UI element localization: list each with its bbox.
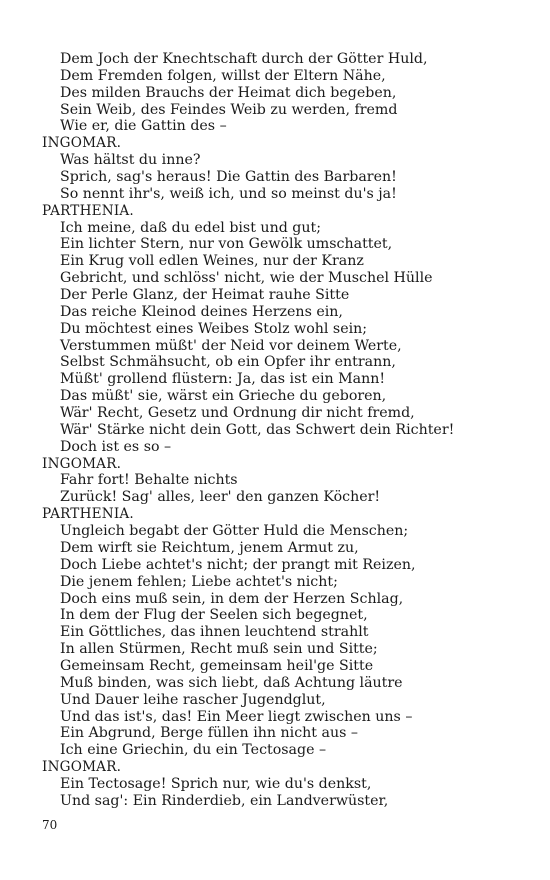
verse-line: Ein Göttliches, das ihnen leuchtend strahlt	[60, 624, 369, 641]
speaker-name: PARTHENIA.	[42, 506, 134, 523]
verse-line: Das müßt' sie, wärst ein Grieche du geboren,	[60, 388, 387, 405]
verse-line: Du möchtest eines Weibes Stolz wohl sein;	[60, 320, 368, 337]
verse-line: Fahr fort! Behalte nichts	[60, 472, 238, 489]
verse-line: Sein Weib, des Feindes Weib zu werden, fremd	[60, 101, 398, 118]
verse-line: Ein Krug voll edlen Weines, nur der Kranz	[60, 253, 364, 270]
verse-line: Selbst Schmähsucht, ob ein Opfer ihr entrann,	[60, 354, 396, 371]
verse-line: Ein Abgrund, Berge füllen ihn nicht aus –	[60, 725, 358, 742]
verse-line: Dem wirft sie Reichtum, jenem Armut zu,	[60, 539, 359, 556]
verse-line: Das reiche Kleinod deines Herzens ein,	[60, 303, 343, 320]
verse-line: Der Perle Glanz, der Heimat rauhe Sitte	[60, 287, 350, 304]
verse-line: Die jenem fehlen; Liebe achtet's nicht;	[60, 573, 338, 590]
verse-line: So nennt ihr's, weiß ich, und so meinst du's ja!	[60, 185, 397, 202]
verse-line: Doch Liebe achtet's nicht; der prangt mit Reizen,	[60, 556, 416, 573]
verse-line: Gebricht, und schlöss' nicht, wie der Muschel Hülle	[60, 270, 433, 287]
verse-line: Muß binden, was sich liebt, daß Achtung läutre	[60, 674, 403, 691]
speaker-name: INGOMAR.	[42, 759, 122, 776]
verse-line: Ungleich begabt der Götter Huld die Menschen;	[60, 523, 409, 540]
verse-line: Des milden Brauchs der Heimat dich begeben,	[60, 84, 397, 101]
verse-line: Verstummen müßt' der Neid vor deinem Werte,	[60, 337, 402, 354]
page-number: 70	[42, 818, 58, 832]
verse-line: Und Dauer leihe rascher Jugendglut,	[60, 691, 326, 708]
verse-line: Und sag': Ein Rinderdieb, ein Landverwüster,	[60, 792, 389, 809]
verse-line: Müßt' grollend flüstern: Ja, das ist ein Mann!	[60, 371, 386, 388]
verse-line: Doch ist es so –	[60, 438, 172, 455]
verse-line: Ein Tectosage! Sprich nur, wie du's denkst,	[60, 775, 372, 792]
verse-line: Wär' Recht, Gesetz und Ordnung dir nicht fremd,	[60, 405, 415, 422]
verse-line: Doch eins muß sein, in dem der Herzen Schlag,	[60, 590, 404, 607]
verse-line: In dem der Flug der Seelen sich begegnet,	[60, 607, 368, 624]
verse-line: Zurück! Sag' alles, leer' den ganzen Köcher!	[60, 489, 381, 506]
verse-line: Dem Joch der Knechtschaft durch der Götter Huld,	[60, 51, 428, 67]
verse-line: Gemeinsam Recht, gemeinsam heil'ge Sitte	[60, 657, 374, 674]
verse-line: Ich eine Griechin, du ein Tectosage –	[60, 742, 327, 759]
verse-line: Ich meine, daß du edel bist und gut;	[60, 219, 321, 236]
verse-line: Was hältst du inne?	[60, 152, 201, 169]
speaker-name: INGOMAR.	[42, 135, 122, 152]
verse-line: Sprich, sag's heraus! Die Gattin des Barbaren!	[60, 169, 397, 186]
verse-line: Dem Fremden folgen, willst der Eltern Nähe,	[60, 67, 386, 84]
speaker-name: PARTHENIA.	[42, 202, 134, 219]
verse-line: Wär' Stärke nicht dein Gott, das Schwert dein Richter!	[60, 421, 455, 438]
speaker-name: INGOMAR.	[42, 455, 122, 472]
drama-text	[42, 51, 522, 810]
verse-line: Wie er, die Gattin des –	[60, 118, 227, 135]
verse-line: Ein lichter Stern, nur von Gewölk umschattet,	[60, 236, 393, 253]
verse-line: Und das ist's, das! Ein Meer liegt zwischen uns –	[60, 708, 413, 725]
verse-line: In allen Stürmen, Recht muß sein und Sitte;	[60, 641, 378, 658]
